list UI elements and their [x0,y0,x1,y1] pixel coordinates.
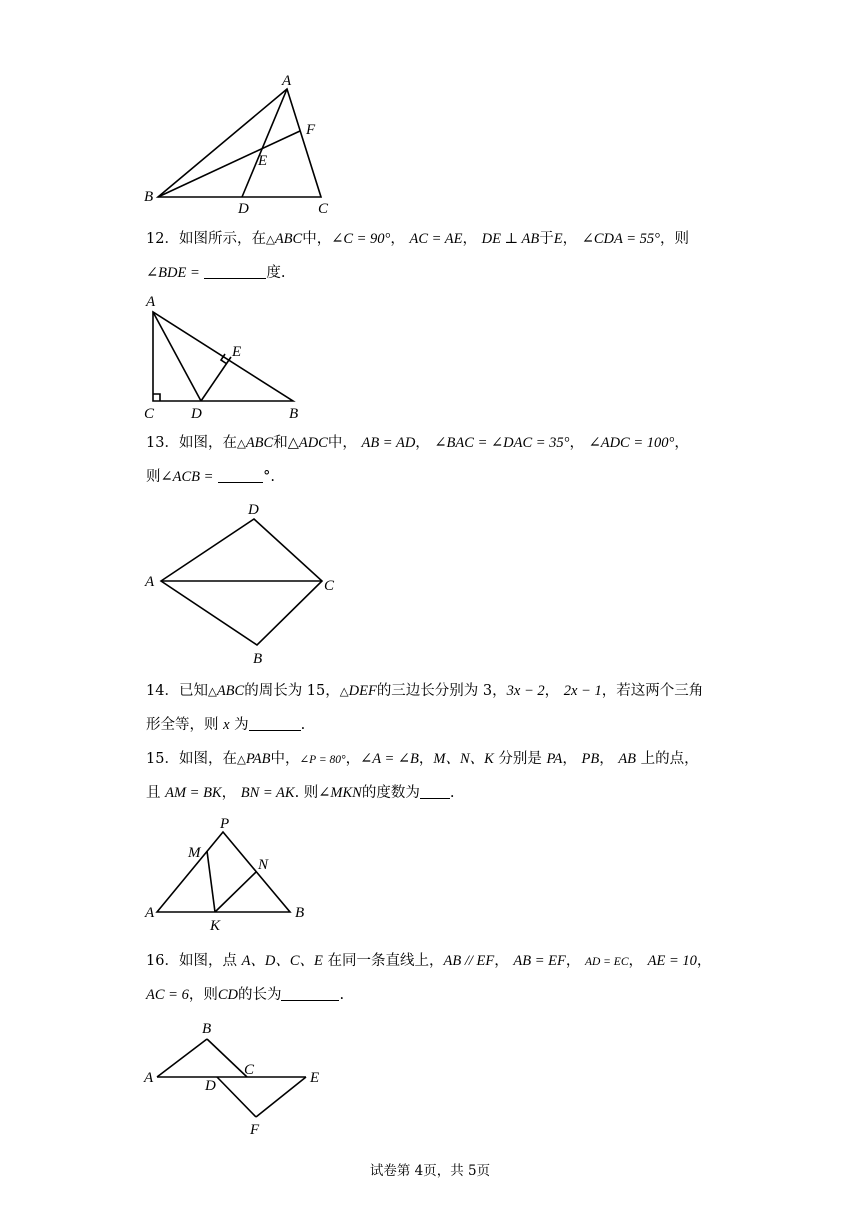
label-c: C [144,406,155,422]
label-c: C [244,1062,255,1078]
segment-df [217,1077,256,1117]
label-e: E [232,344,242,360]
label-d: D [191,406,202,422]
question-12-line-2: ∠BDE = 度. [146,265,286,281]
label-b: B [202,1021,212,1037]
label-a: A [144,1070,154,1086]
question-16-line-2: AC = 6，则CD的长为 . [146,987,345,1003]
segment-ad [153,312,201,401]
question-15-line-2: 且 AM = BK， BN = AK. 则∠MKN的度数为 . [146,785,455,801]
label-d: D [238,201,249,217]
label-a: A [282,73,292,89]
question-12-line-1: 12．如图所示，在△ABC中，∠C = 90°， AC = AE， DE ⊥ AB于E， ∠CDA = 55°，则 [146,231,689,247]
label-b: B [144,189,154,205]
label-f: F [306,122,316,138]
figure-q16 [140,1017,340,1137]
label-n: N [258,857,269,873]
segment-bf [158,131,300,197]
segment-bc [207,1039,247,1077]
label-e: E [258,153,268,169]
figure-q12 [140,290,310,425]
figure-q13 [140,497,350,672]
figure-q15 [140,815,320,940]
label-a: A [145,905,155,921]
label-m: M [188,845,201,861]
answer-blank[interactable] [218,468,263,483]
segment-ad [242,89,287,197]
label-c: C [324,578,335,594]
segment-mk [207,851,215,912]
label-d: D [248,502,259,518]
answer-blank[interactable] [249,716,301,731]
label-d: D [205,1078,216,1094]
segment-ab [157,1039,207,1077]
label-p: P [220,816,230,832]
answer-blank[interactable] [281,986,339,1001]
label-e: E [310,1070,320,1086]
label-k: K [210,918,221,934]
question-14-line-2: 形全等，则 x 为 . [146,717,306,733]
label-a: A [145,574,155,590]
triangle-pab [157,832,290,912]
label-a: A [146,294,156,310]
label-b: B [295,905,305,921]
label-c: C [318,201,329,217]
question-13-line-2: 则∠ACB = °. [146,469,275,485]
label-b: B [289,406,299,422]
page-footer: 试卷第 4页，共 5页 [369,1163,491,1179]
question-16-line-1: 16．如图，点 A、D、C、E 在同一条直线上，AB // EF， AB = EF， AD = EC， AE = 10， [146,953,712,969]
label-f: F [250,1122,260,1138]
answer-blank[interactable] [204,264,266,279]
triangle-abc [158,89,321,197]
segment-kn [215,872,256,912]
label-b: B [253,651,263,667]
figure-q11 [140,70,340,220]
quadrilateral-abcd [161,519,322,645]
right-angle-c [153,394,160,401]
answer-blank[interactable] [420,784,450,799]
question-14-line-1: 14．已知△ABC的周长为 15，△DEF的三边长分别为 3，3x − 2， 2x − 1，若这两个三角 [146,683,704,699]
question-15-line-1: 15．如图，在△PAB中，∠P = 80°，∠A = ∠B，M、N、K 分别是 PA， PB， AB 上的点， [146,751,699,767]
question-13-line-1: 13．如图，在△ABC和△ADC中， AB = AD， ∠BAC = ∠DAC = 35°， ∠ADC = 100°， [146,435,689,451]
segment-fe [256,1077,306,1117]
